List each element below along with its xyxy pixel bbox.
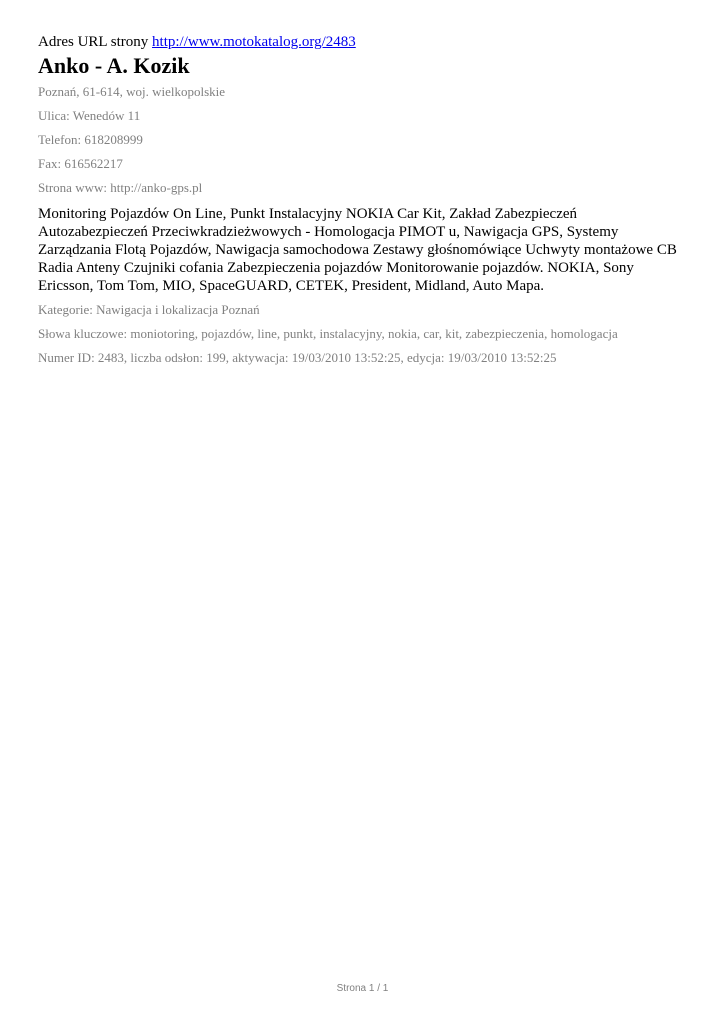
fax-line: Fax: 616562217 [38, 156, 123, 171]
street-line: Ulica: Wenedów 11 [38, 108, 141, 123]
categories-line: Kategorie: Nawigacja i lokalizacja Poznań [38, 302, 260, 317]
city-line: Poznań, 61-614, woj. wielkopolskie [38, 84, 226, 99]
company-description: Monitoring Pojazdów On Line, Punkt Instalacyjny NOKIA Car Kit, Zakład Zabezpieczeń Autozabezpieczeń Przeciwkradzieżwowych - Homologacja PIMOT u, Nawigacja GPS, Systemy Zarządzania Flotą Pojazdów, Nawigacja samochodowa Zestawy głośnomówiące Uchwyty montażowe CB Radia Anteny Czujniki cofania Zabezpieczenia pojazdów Monitorowanie pojazdów. NOKIA, Sony Ericsson, Tom Tom, MIO, SpaceGUARD, CETEK, President, Midland, Auto Mapa. [38, 206, 677, 294]
company-name: Anko - A. Kozik [38, 53, 190, 78]
record-info-line: Numer ID: 2483, liczba odsłon: 199, aktywacja: 19/03/2010 13:52:25, edycja: 19/03/2010 13:52:25 [38, 350, 557, 365]
page-number-footer: Strona 1 / 1 [336, 983, 389, 994]
url-prefix: Adres URL strony [38, 34, 149, 50]
website-line: Strona www: http://anko-gps.pl [38, 180, 203, 195]
keywords-line: Słowa kluczowe: moniotoring, pojazdów, line, punkt, instalacyjny, nokia, car, kit, zabezpieczenia, homologacja [38, 326, 618, 341]
phone-line: Telefon: 618208999 [38, 132, 143, 147]
url-line [38, 33, 688, 51]
document-page [38, 33, 688, 366]
page-url-link[interactable]: http://www.motokatalog.org/2483 [152, 34, 356, 50]
